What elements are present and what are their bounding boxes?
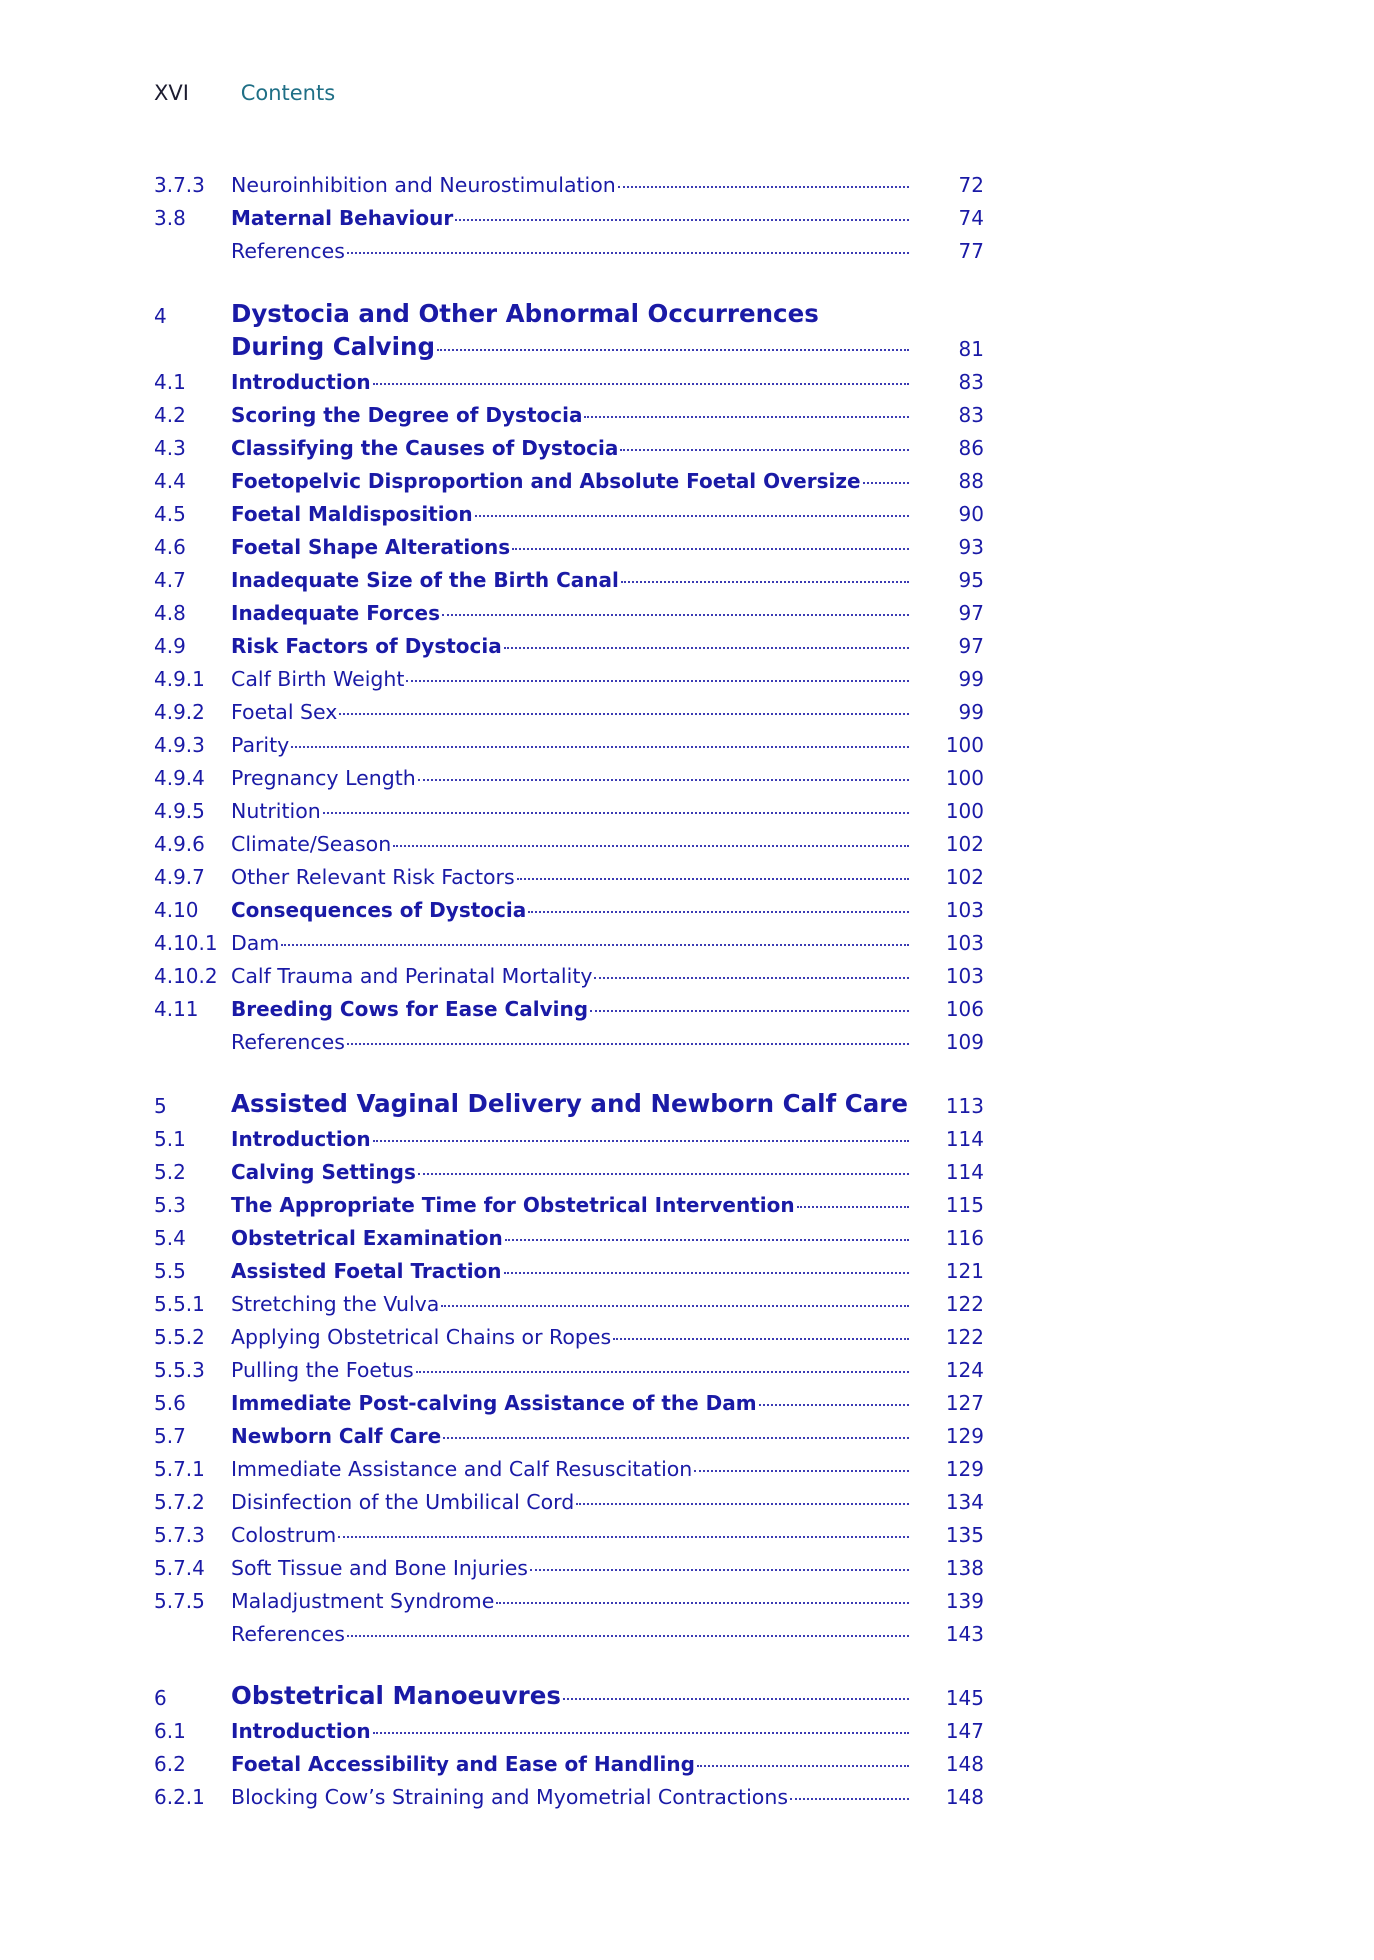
section-gap (154, 1650, 984, 1681)
entry-title-line (231, 1193, 909, 1217)
entry-title: Scoring the Degree of Dystocia (231, 403, 583, 427)
entry-title: Neuroinhibition and Neurostimulation (231, 173, 616, 197)
toc-entry[interactable] (154, 992, 984, 1025)
toc-entry[interactable] (154, 959, 984, 992)
entry-page-number: 95 (958, 568, 984, 592)
entry-number: 3.8 (154, 206, 186, 230)
entry-title-line (231, 332, 909, 361)
entry-page-number: 74 (958, 206, 984, 230)
entry-title-line (231, 1259, 909, 1283)
entry-number: 4.9.6 (154, 832, 205, 856)
entry-title: Inadequate Size of the Birth Canal (231, 568, 619, 592)
entry-title: Introduction (231, 1719, 371, 1743)
dot-leader (517, 878, 909, 880)
entry-number: 5.4 (154, 1226, 186, 1250)
table-of-contents (154, 168, 984, 1813)
entry-title-line (231, 766, 909, 790)
toc-entry[interactable] (154, 332, 984, 365)
dot-leader (441, 1305, 909, 1307)
entry-number: 5.7 (154, 1424, 186, 1448)
entry-number: 5.7.2 (154, 1490, 205, 1514)
dot-leader (512, 548, 909, 550)
entry-number: 5.7.5 (154, 1589, 205, 1613)
dot-leader (584, 416, 909, 418)
toc-entry[interactable] (154, 365, 984, 398)
dot-leader (863, 482, 909, 484)
entry-title: Assisted Vaginal Delivery and Newborn Calf Care (231, 1089, 908, 1118)
entry-page-number: 114 (945, 1160, 984, 1184)
entry-page-number: 122 (945, 1292, 984, 1316)
entry-page-number: 93 (958, 535, 984, 559)
entry-page-number: 124 (945, 1358, 984, 1382)
dot-leader (576, 1503, 909, 1505)
entry-title: Obstetrical Manoeuvres (231, 1681, 561, 1710)
entry-page-number: 102 (945, 832, 984, 856)
entry-title: Introduction (231, 1127, 371, 1151)
entry-page-number: 102 (945, 865, 984, 889)
entry-number: 4.1 (154, 370, 186, 394)
dot-leader (475, 515, 909, 517)
dot-leader (694, 1470, 909, 1472)
entry-page-number: 100 (945, 766, 984, 790)
toc-entry[interactable] (154, 1254, 984, 1287)
dot-leader (373, 1732, 909, 1734)
dot-leader (505, 1239, 909, 1241)
entry-page-number: 81 (958, 337, 984, 361)
entry-title: Maladjustment Syndrome (231, 1589, 495, 1613)
entry-number: 4.7 (154, 568, 186, 592)
entry-page-number: 109 (945, 1030, 984, 1054)
toc-entry[interactable] (154, 827, 984, 860)
entry-page-number: 83 (958, 370, 984, 394)
entry-page-number: 134 (945, 1490, 984, 1514)
entry-title-line (231, 502, 909, 526)
entry-title: Assisted Foetal Traction (231, 1259, 502, 1283)
entry-page-number: 88 (958, 469, 984, 493)
dot-leader (594, 977, 909, 979)
entry-page-number: 127 (945, 1391, 984, 1415)
toc-entry[interactable] (154, 1584, 984, 1617)
entry-title: Risk Factors of Dystocia (231, 634, 502, 658)
entry-number: 5.5.3 (154, 1358, 205, 1382)
dot-leader (443, 1437, 909, 1439)
entry-page-number: 148 (945, 1785, 984, 1809)
toc-entry[interactable] (154, 1714, 984, 1747)
entry-title-line (231, 436, 909, 460)
entry-number: 5 (154, 1094, 167, 1118)
dot-leader (373, 1140, 909, 1142)
entry-number: 5.3 (154, 1193, 186, 1217)
entry-title: Colostrum (231, 1523, 337, 1547)
entry-title: Applying Obstetrical Chains or Ropes (231, 1325, 612, 1349)
toc-entry[interactable] (154, 1320, 984, 1353)
entry-number: 5.7.4 (154, 1556, 205, 1580)
entry-number: 4.9.5 (154, 799, 205, 823)
entry-page-number: 139 (945, 1589, 984, 1613)
entry-page-number: 106 (945, 997, 984, 1021)
entry-page-number: 145 (945, 1686, 984, 1710)
entry-page-number: 103 (945, 898, 984, 922)
entry-title: Pregnancy Length (231, 766, 416, 790)
entry-title-line (231, 206, 909, 230)
dot-leader (373, 383, 909, 385)
entry-number: 5.5.2 (154, 1325, 205, 1349)
toc-entry[interactable] (154, 893, 984, 926)
toc-entry[interactable] (154, 629, 984, 662)
toc-entry[interactable] (154, 1353, 984, 1386)
entry-title-line (231, 173, 909, 197)
dot-leader (393, 845, 909, 847)
entry-title: Foetal Shape Alterations (231, 535, 511, 559)
entry-title-line (231, 964, 909, 988)
entry-title-line (231, 239, 909, 263)
dot-leader (323, 812, 909, 814)
entry-title-line (231, 601, 909, 625)
entry-title: Calf Birth Weight (231, 667, 405, 691)
entry-number: 3.7.3 (154, 173, 205, 197)
entry-title: Introduction (231, 370, 371, 394)
entry-title-line (231, 1457, 909, 1481)
entry-page-number: 143 (945, 1622, 984, 1646)
entry-title-line (231, 1556, 909, 1580)
dot-leader (618, 186, 909, 188)
entry-title: Newborn Calf Care (231, 1424, 442, 1448)
entry-title: Parity (231, 733, 290, 757)
dot-leader (347, 1635, 909, 1637)
entry-title-line (231, 1424, 909, 1448)
entry-title: Calving Settings (231, 1160, 416, 1184)
entry-title-line (231, 1358, 909, 1382)
toc-entry[interactable] (154, 563, 984, 596)
entry-page-number: 135 (945, 1523, 984, 1547)
entry-page-number: 90 (958, 502, 984, 526)
entry-title: Immediate Post-calving Assistance of the Dam (231, 1391, 757, 1415)
entry-number: 4.5 (154, 502, 186, 526)
entry-title: References (231, 1622, 345, 1646)
entry-number: 5.6 (154, 1391, 186, 1415)
dot-leader (759, 1404, 909, 1406)
entry-title: The Appropriate Time for Obstetrical Intervention (231, 1193, 795, 1217)
dot-leader (437, 349, 909, 351)
toc-entry[interactable] (154, 1025, 984, 1058)
entry-page-number: 97 (958, 601, 984, 625)
entry-number: 4.6 (154, 535, 186, 559)
entry-number: 6.2 (154, 1752, 186, 1776)
toc-entry[interactable] (154, 1518, 984, 1551)
entry-title-line (231, 1785, 909, 1809)
dot-leader (504, 647, 909, 649)
dot-leader (528, 911, 909, 913)
entry-title-line (231, 865, 909, 889)
entry-title-line (231, 634, 909, 658)
toc-entry[interactable] (154, 695, 984, 728)
entry-page-number: 103 (945, 931, 984, 955)
entry-page-number: 113 (945, 1094, 984, 1118)
entry-title-line (231, 568, 909, 592)
entry-number: 5.2 (154, 1160, 186, 1184)
entry-title-line (231, 1589, 909, 1613)
entry-title: Blocking Cow’s Straining and Myometrial Contractions (231, 1785, 789, 1809)
dot-leader (281, 944, 909, 946)
entry-title: Stretching the Vulva (231, 1292, 440, 1316)
toc-entry[interactable] (154, 1617, 984, 1650)
entry-title: Pulling the Foetus (231, 1358, 414, 1382)
entry-title: Soft Tissue and Bone Injuries (231, 1556, 528, 1580)
entry-number: 5.7.3 (154, 1523, 205, 1547)
entry-title-line (231, 1391, 909, 1415)
dot-leader (406, 680, 909, 682)
dot-leader (621, 581, 909, 583)
section-gap (154, 1058, 984, 1089)
entry-page-number: 121 (945, 1259, 984, 1283)
entry-title-line (231, 1523, 909, 1547)
entry-title: References (231, 239, 345, 263)
entry-title: Disinfection of the Umbilical Cord (231, 1490, 575, 1514)
dot-leader (347, 1043, 909, 1045)
toc-entry[interactable] (154, 662, 984, 695)
entry-title-line (231, 1490, 909, 1514)
entry-title-line (231, 799, 909, 823)
entry-title: Foetal Maldisposition (231, 502, 473, 526)
page-number: XVI (154, 81, 189, 105)
entry-title-line (231, 370, 909, 394)
entry-title-line (231, 1719, 909, 1743)
entry-page-number: 77 (958, 239, 984, 263)
entry-title: Climate/Season (231, 832, 392, 856)
toc-entry[interactable] (154, 1485, 984, 1518)
entry-number: 4.10 (154, 898, 199, 922)
entry-title-line (231, 733, 909, 757)
toc-entry[interactable] (154, 1747, 984, 1780)
toc-entry[interactable] (154, 1155, 984, 1188)
toc-entry[interactable] (154, 398, 984, 431)
entry-title: Other Relevant Risk Factors (231, 865, 515, 889)
toc-entry[interactable] (154, 1122, 984, 1155)
entry-title: Immediate Assistance and Calf Resuscitation (231, 1457, 693, 1481)
dot-leader (530, 1569, 909, 1571)
dot-leader (790, 1798, 909, 1800)
toc-entry[interactable] (154, 1419, 984, 1452)
dot-leader (697, 1765, 909, 1767)
entry-title-line (231, 1325, 909, 1349)
dot-leader (496, 1602, 909, 1604)
entry-title-line (231, 1292, 909, 1316)
entry-page-number: 115 (945, 1193, 984, 1217)
entry-title-line (231, 1622, 909, 1646)
dot-leader (797, 1206, 909, 1208)
toc-entry[interactable] (154, 596, 984, 629)
entry-title: Consequences of Dystocia (231, 898, 527, 922)
entry-page-number: 72 (958, 173, 984, 197)
entry-title-line (231, 832, 909, 856)
entry-number: 6.2.1 (154, 1785, 205, 1809)
toc-entry[interactable] (154, 1780, 984, 1813)
toc-entry[interactable] (154, 168, 984, 201)
toc-entry[interactable] (154, 1188, 984, 1221)
entry-page-number: 103 (945, 964, 984, 988)
entry-page-number: 99 (958, 667, 984, 691)
dot-leader (418, 1173, 909, 1175)
entry-number: 4.3 (154, 436, 186, 460)
entry-page-number: 86 (958, 436, 984, 460)
entry-title: Dystocia and Other Abnormal Occurrences (231, 299, 819, 328)
toc-entry[interactable] (154, 201, 984, 234)
entry-title-line (231, 1030, 909, 1054)
entry-title: During Calving (231, 332, 436, 361)
dot-leader (620, 449, 909, 451)
toc-entry[interactable] (154, 728, 984, 761)
entry-number: 4 (154, 304, 167, 328)
toc-entry[interactable] (154, 530, 984, 563)
dot-leader (613, 1338, 909, 1340)
entry-title: Foetopelvic Disproportion and Absolute Foetal Oversize (231, 469, 861, 493)
entry-page-number: 100 (945, 799, 984, 823)
entry-number: 5.1 (154, 1127, 186, 1151)
entry-title-line (231, 997, 909, 1021)
entry-number: 4.9.1 (154, 667, 205, 691)
entry-page-number: 114 (945, 1127, 984, 1151)
dot-leader (455, 219, 909, 221)
dot-leader (590, 1010, 909, 1012)
toc-entry[interactable] (154, 1089, 984, 1122)
entry-title: Calf Trauma and Perinatal Mortality (231, 964, 593, 988)
entry-page-number: 129 (945, 1424, 984, 1448)
entry-title-line (231, 1226, 909, 1250)
entry-title: Foetal Accessibility and Ease of Handling (231, 1752, 695, 1776)
entry-number: 4.10.2 (154, 964, 218, 988)
entry-title-line (231, 1089, 909, 1118)
section-gap (154, 267, 984, 298)
dot-leader (416, 1371, 909, 1373)
dot-leader (504, 1272, 909, 1274)
toc-entry[interactable] (154, 431, 984, 464)
entry-title: Obstetrical Examination (231, 1226, 503, 1250)
entry-number: 6.1 (154, 1719, 186, 1743)
entry-title-line (231, 667, 909, 691)
toc-entry[interactable] (154, 926, 984, 959)
entry-page-number: 100 (945, 733, 984, 757)
toc-entry[interactable] (154, 761, 984, 794)
toc-entry[interactable] (154, 794, 984, 827)
toc-entry[interactable] (154, 1221, 984, 1254)
entry-number: 4.11 (154, 997, 199, 1021)
entry-number: 5.7.1 (154, 1457, 205, 1481)
dot-leader (442, 614, 909, 616)
entry-page-number: 116 (945, 1226, 984, 1250)
toc-entry[interactable] (154, 298, 984, 332)
entry-title: Nutrition (231, 799, 321, 823)
entry-title-line (231, 1127, 909, 1151)
toc-entry[interactable] (154, 1386, 984, 1419)
toc-entry[interactable] (154, 1452, 984, 1485)
entry-title: Breeding Cows for Ease Calving (231, 997, 589, 1021)
entry-number: 4.9.2 (154, 700, 205, 724)
running-title: Contents (240, 81, 336, 105)
dot-leader (338, 1536, 909, 1538)
dot-leader (339, 713, 909, 715)
dot-leader (347, 252, 909, 254)
entry-title-line (231, 469, 909, 493)
entry-title-line (231, 898, 909, 922)
entry-number: 6 (154, 1686, 167, 1710)
entry-page-number: 99 (958, 700, 984, 724)
entry-title: Foetal Sex (231, 700, 338, 724)
entry-number: 4.9.3 (154, 733, 205, 757)
dot-leader (418, 779, 909, 781)
toc-entry[interactable] (154, 1287, 984, 1320)
entry-number: 4.9.7 (154, 865, 205, 889)
entry-page-number: 97 (958, 634, 984, 658)
entry-title: References (231, 1030, 345, 1054)
entry-number: 4.9.4 (154, 766, 205, 790)
toc-entry[interactable] (154, 234, 984, 267)
entry-number: 4.8 (154, 601, 186, 625)
entry-number: 4.10.1 (154, 931, 218, 955)
entry-number: 4.9 (154, 634, 186, 658)
entry-number: 5.5.1 (154, 1292, 205, 1316)
entry-title-line (231, 299, 909, 328)
running-head (154, 80, 335, 106)
entry-page-number: 147 (945, 1719, 984, 1743)
dot-leader (563, 1698, 909, 1700)
toc-entry[interactable] (154, 464, 984, 497)
entry-title-line (231, 403, 909, 427)
entry-number: 4.2 (154, 403, 186, 427)
entry-page-number: 129 (945, 1457, 984, 1481)
toc-entry[interactable] (154, 860, 984, 893)
entry-page-number: 148 (945, 1752, 984, 1776)
entry-number: 5.5 (154, 1259, 186, 1283)
entry-title: Inadequate Forces (231, 601, 440, 625)
entry-title: Dam (231, 931, 280, 955)
entry-page-number: 138 (945, 1556, 984, 1580)
entry-title-line (231, 1160, 909, 1184)
entry-title-line (231, 931, 909, 955)
entry-title-line (231, 1681, 909, 1710)
toc-entry[interactable] (154, 497, 984, 530)
entry-page-number: 83 (958, 403, 984, 427)
toc-entry[interactable] (154, 1551, 984, 1584)
dot-leader (291, 746, 909, 748)
entry-title: Maternal Behaviour (231, 206, 454, 230)
entry-title: Classifying the Causes of Dystocia (231, 436, 619, 460)
toc-entry[interactable] (154, 1681, 984, 1714)
entry-title-line (231, 700, 909, 724)
entry-title-line (231, 1752, 909, 1776)
entry-page-number: 122 (945, 1325, 984, 1349)
entry-number: 4.4 (154, 469, 186, 493)
entry-title-line (231, 535, 909, 559)
